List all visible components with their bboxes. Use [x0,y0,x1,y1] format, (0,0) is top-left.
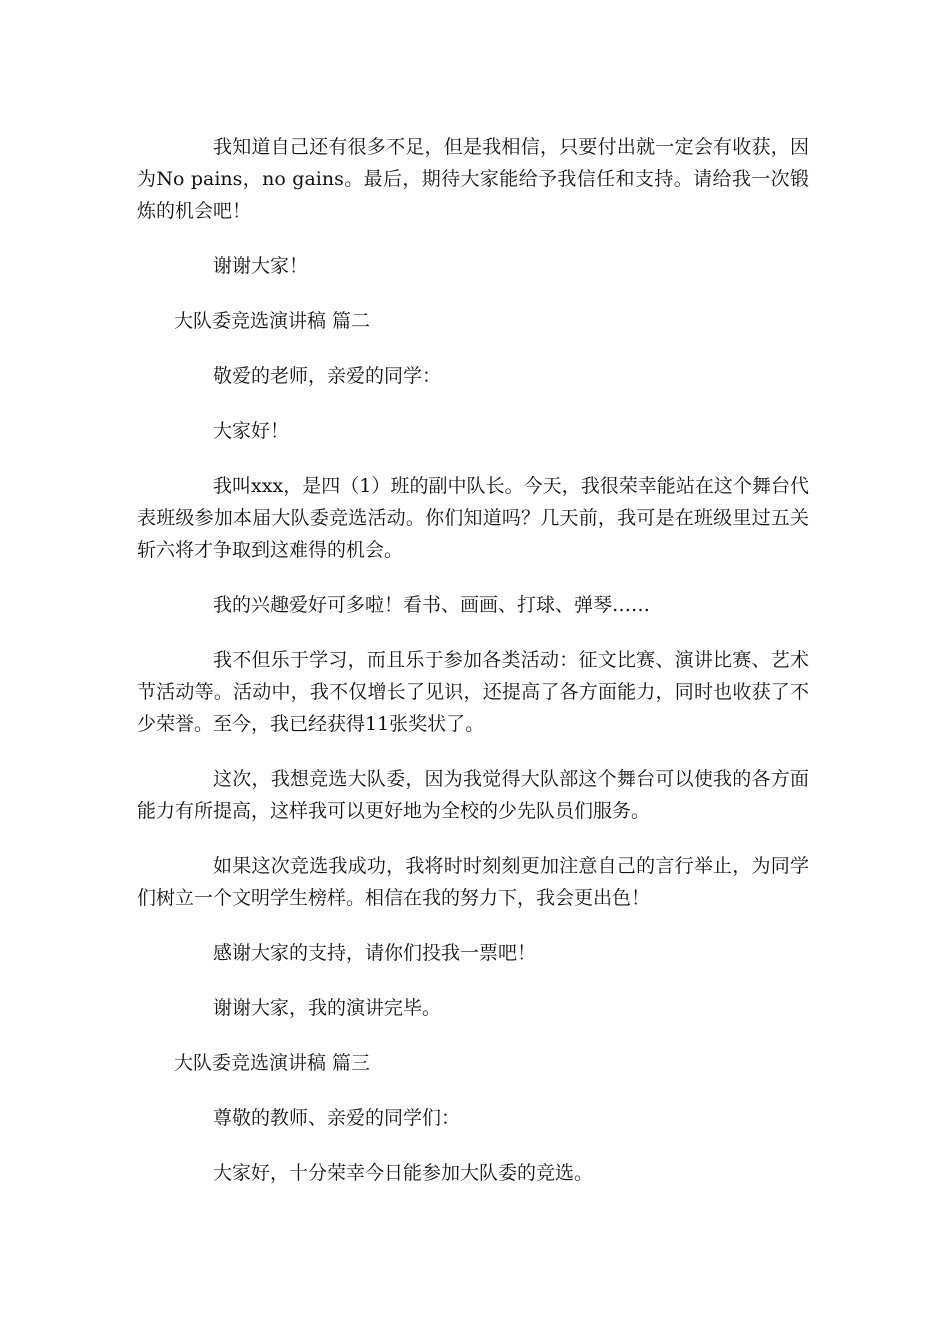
paragraph-speech-end: 谢谢大家，我的演讲完毕。 [213,997,442,1019]
paragraph-opening-three: 大家好，十分荣幸今日能参加大队委的竞选。 [213,1162,594,1184]
paragraph-activities: 我不但乐于学习，而且乐于参加各类活动：征文比赛、演讲比赛、艺术节活动等。活动中，我不仅增长了见识，还提高了各方面能力，同时也收获了不少荣誉。至今，我已经获得11张奖状了。 [137,649,809,735]
section-heading-part-two: 大队委竞选演讲稿 篇二 [174,310,371,332]
paragraph-promise: 如果这次竞选我成功，我将时时刻刻更加注意自己的言行举止，为同学们树立一个文明学生榜样。相信在我的努力下，我会更出色！ [137,855,809,909]
paragraph-vote-request: 感谢大家的支持，请你们投我一票吧！ [213,942,537,964]
section-heading-part-three: 大队委竞选演讲稿 篇三 [174,1052,371,1074]
paragraph-greeting: 敬爱的老师，亲爱的同学： [213,365,442,387]
paragraph-introduction: 我叫xxx，是四（1）班的副中队长。今天，我很荣幸能站在这个舞台代表班级参加本届大队委竞选活动。你们知道吗？几天前，我可是在班级里过五关斩六将才争取到这难得的机会。 [137,475,809,561]
paragraph-closing-request: 我知道自己还有很多不足，但是我相信，只要付出就一定会有收获，因为No pains，no gains。最后，期待大家能给予我信任和支持。请给我一次锻炼的机会吧！ [137,136,809,222]
document-body [137,131,809,1189]
paragraph-motivation: 这次，我想竞选大队委，因为我觉得大队部这个舞台可以使我的各方面能力有所提高，这样我可以更好地为全校的少先队员们服务。 [137,768,809,822]
paragraph-hobbies: 我的兴趣爱好可多啦！看书、画画、打球、弹琴…… [213,594,651,616]
paragraph-thanks: 谢谢大家！ [213,255,309,277]
paragraph-greeting-three: 尊敬的教师、亲爱的同学们： [213,1107,461,1129]
paragraph-hello: 大家好！ [213,420,290,442]
